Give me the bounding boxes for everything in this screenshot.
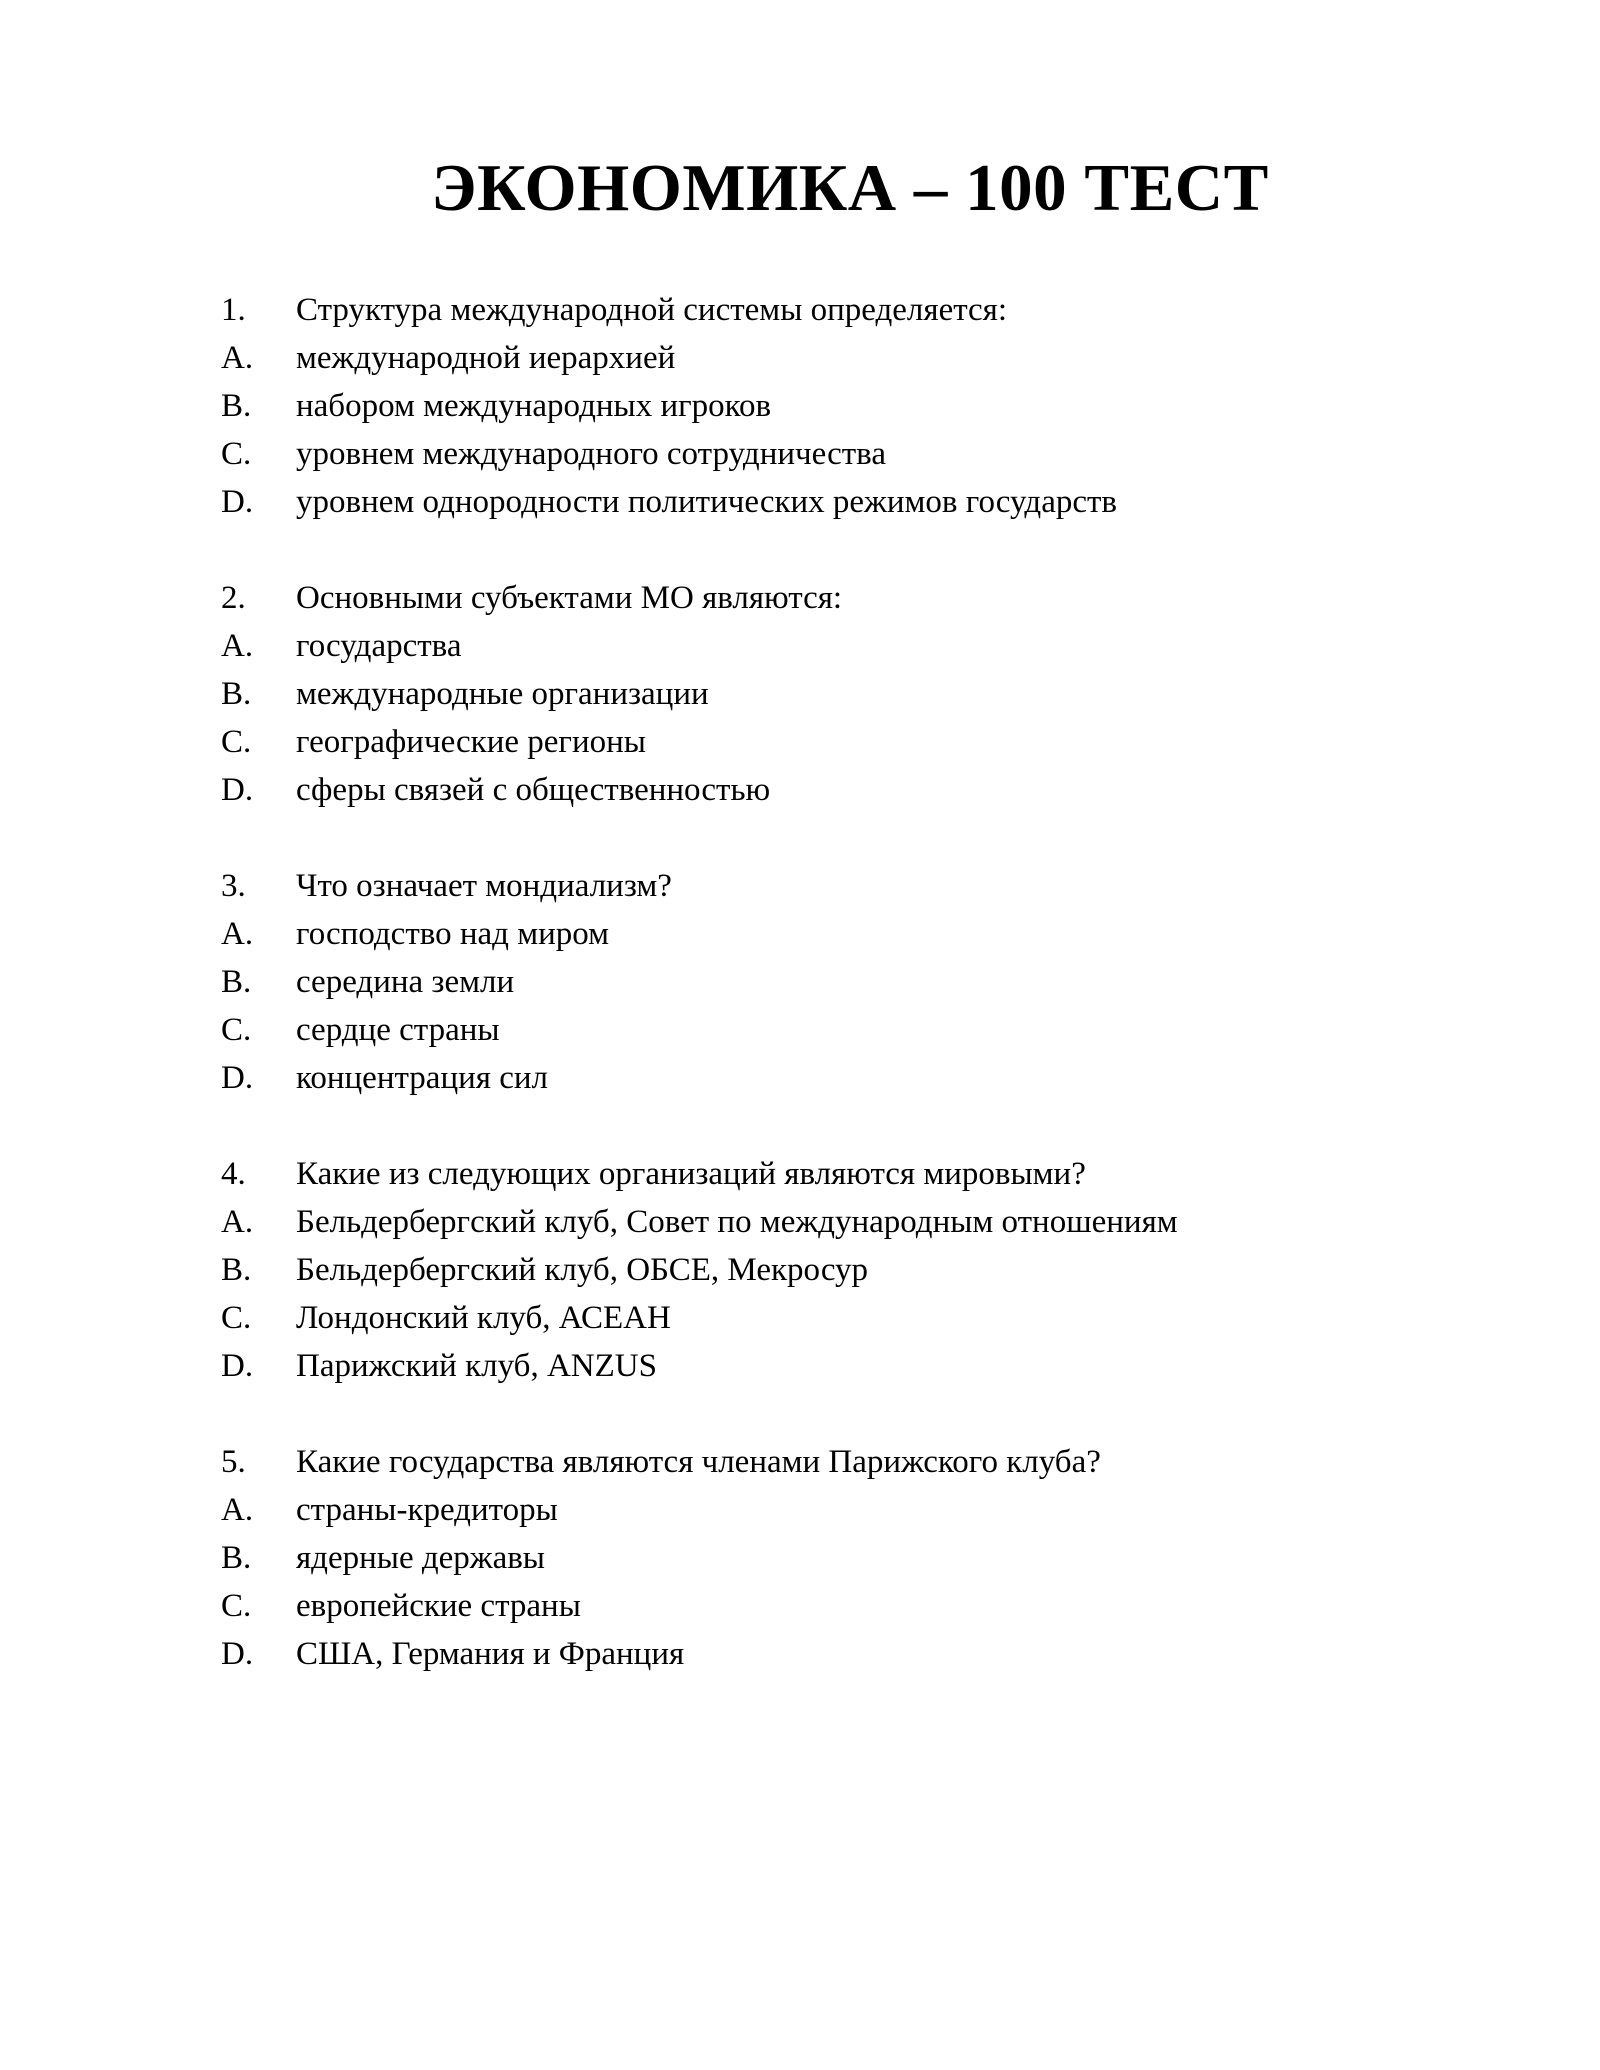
option-letter: A. <box>221 628 254 664</box>
answer-option <box>0 1246 1600 1294</box>
option-text: сердце страны <box>296 1012 500 1048</box>
question-3 <box>0 862 1600 1102</box>
answer-option <box>0 1342 1600 1390</box>
answer-option <box>0 1198 1600 1246</box>
option-letter: D. <box>221 484 254 520</box>
answer-option <box>0 382 1600 430</box>
option-text: Лондонский клуб, АСЕАН <box>296 1300 671 1336</box>
option-letter: B. <box>221 964 252 1000</box>
option-letter: A. <box>221 340 254 376</box>
option-text: господство над миром <box>296 916 610 952</box>
answer-option <box>0 718 1600 766</box>
question-line <box>0 1150 1600 1198</box>
question-4 <box>0 1150 1600 1390</box>
answer-option <box>0 1006 1600 1054</box>
question-number: 4. <box>221 1156 246 1192</box>
question-text: Основными субъектами МО являются: <box>296 580 843 616</box>
answer-option <box>0 1486 1600 1534</box>
question-line <box>0 862 1600 910</box>
document-title: ЭКОНОМИКА – 100 ТЕСТ <box>431 151 1269 225</box>
option-text: ядерные державы <box>296 1540 545 1576</box>
option-letter: C. <box>221 436 252 472</box>
answer-option <box>0 1630 1600 1678</box>
option-letter: D. <box>221 1636 254 1672</box>
option-letter: B. <box>221 388 252 424</box>
option-letter: C. <box>221 1300 252 1336</box>
answer-option <box>0 430 1600 478</box>
option-text: международной иерархией <box>296 340 676 376</box>
option-letter: D. <box>221 772 254 808</box>
option-letter: B. <box>221 1540 252 1576</box>
option-letter: D. <box>221 1348 254 1384</box>
question-5 <box>0 1438 1600 1678</box>
answer-option <box>0 1534 1600 1582</box>
question-line <box>0 286 1600 334</box>
option-letter: D. <box>221 1060 254 1096</box>
option-letter: A. <box>221 916 254 952</box>
option-text: уровнем международного сотрудничества <box>296 436 886 472</box>
question-number: 3. <box>221 868 246 904</box>
option-text: государства <box>296 628 462 664</box>
option-text: Парижский клуб, ANZUS <box>296 1348 657 1384</box>
question-2 <box>0 574 1600 814</box>
option-text: уровнем однородности политических режимов государств <box>296 484 1117 520</box>
answer-option <box>0 1582 1600 1630</box>
answer-option <box>0 958 1600 1006</box>
answer-option <box>0 766 1600 814</box>
option-letter: A. <box>221 1492 254 1528</box>
answer-option <box>0 910 1600 958</box>
question-line <box>0 1438 1600 1486</box>
option-text: Бельдербергский клуб, ОБСЕ, Мекросур <box>296 1252 869 1288</box>
option-letter: C. <box>221 724 252 760</box>
question-number: 5. <box>221 1444 246 1480</box>
option-text: географические регионы <box>296 724 646 760</box>
option-letter: B. <box>221 676 252 712</box>
answer-option <box>0 622 1600 670</box>
answer-option <box>0 1054 1600 1102</box>
option-letter: B. <box>221 1252 252 1288</box>
option-text: набором международных игроков <box>296 388 772 424</box>
question-list <box>0 286 1600 1726</box>
option-text: середина земли <box>296 964 515 1000</box>
question-text: Структура международной системы определяется: <box>296 292 1008 328</box>
option-text: международные организации <box>296 676 709 712</box>
question-1 <box>0 286 1600 526</box>
question-number: 1. <box>221 292 246 328</box>
option-text: Бельдербергский клуб, Совет по международным отношениям <box>296 1204 1178 1240</box>
answer-option <box>0 334 1600 382</box>
answer-option <box>0 478 1600 526</box>
option-letter: A. <box>221 1204 254 1240</box>
option-letter: C. <box>221 1588 252 1624</box>
option-text: концентрация сил <box>296 1060 548 1096</box>
question-text: Какие из следующих организаций являются мировыми? <box>296 1156 1086 1192</box>
question-text: Что означает мондиализм? <box>296 868 672 904</box>
option-text: сферы связей с общественностью <box>296 772 771 808</box>
answer-option <box>0 670 1600 718</box>
answer-option <box>0 1294 1600 1342</box>
question-line <box>0 574 1600 622</box>
option-letter: C. <box>221 1012 252 1048</box>
option-text: страны-кредиторы <box>296 1492 558 1528</box>
question-number: 2. <box>221 580 246 616</box>
option-text: США, Германия и Франция <box>296 1636 685 1672</box>
option-text: европейские страны <box>296 1588 581 1624</box>
question-text: Какие государства являются членами Парижского клуба? <box>296 1444 1101 1480</box>
